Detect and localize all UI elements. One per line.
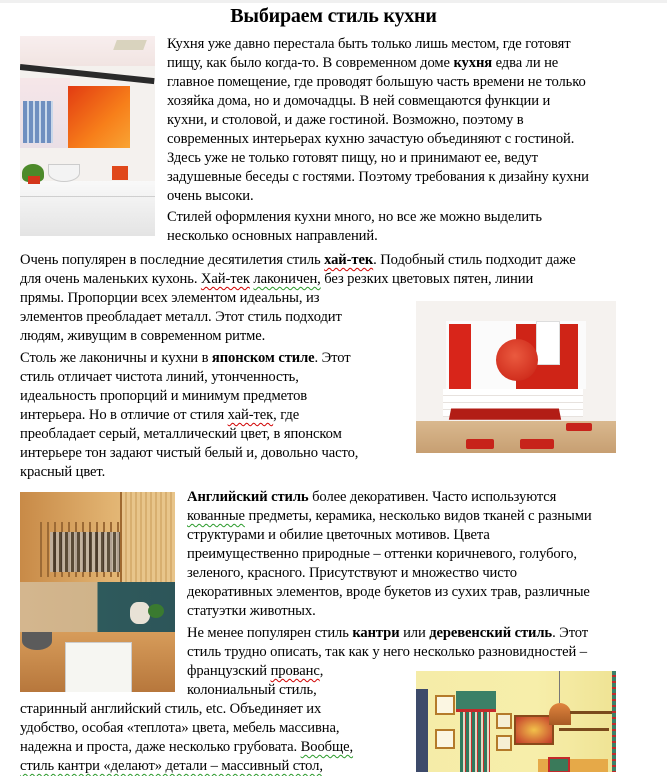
spellcheck-word: прованс [270,663,320,679]
text-line: декоративных элементов, вроде букетов из сухих трав, различные [187,584,590,600]
top-edge-bar [0,0,667,3]
text-line: надежна и проста, даже несколько грубовата. Вообще, [20,739,354,755]
text-line: пищу, как было когда-то. В современном доме кухня едва ли не [167,55,559,71]
text-line: Кухня уже давно перестала быть только лишь местом, где готовят [167,36,571,52]
text-line: задушевные беседы с гостями. Поэтому требования к дизайну кухни [167,169,589,185]
text-line: структурами и обилие цветочных мотивов. Цвета [187,527,490,543]
bold-term-japanese: японском стиле [211,350,315,366]
text-line: Не менее популярен стиль кантри или деревенский стиль. Этот [187,625,589,641]
bold-term-hitech: хай-тек [324,252,374,268]
page-title: Выбираем стиль кухни [230,5,437,27]
bold-term-rustic: деревенский стиль [429,625,553,641]
text-line: несколько основных направлений. [167,228,378,244]
text-line: элементов преобладает металл. Этот стиль подходит [20,309,342,325]
text-line: стиль трудно описать, так как у него несколько разновидностей – [187,644,587,660]
modern-kitchen-photo [20,36,155,236]
grammar-word: Вообще, [300,739,354,755]
text-line: Стилей оформления кухни много, но все же можно выделить [167,209,542,225]
text-line: интерьере тон задают чистый белый и, довольно часто, [20,445,359,461]
text-line: современных интерьерах кухню зачастую объединяют с гостиной. [167,131,575,147]
grammar-word: лаконичен, [253,271,321,287]
japanese-kitchen-photo [416,301,616,453]
text-line: стиль отличает чистота линий, утонченность, [20,369,299,385]
text-line: Очень популярен в последние десятилетия стиль хай-тек. Подобный стиль подходит даже [20,252,576,268]
text-line: хозяйка дома, но и домочадцы. В ней совмещаются функции и [167,93,551,109]
english-kitchen-photo [20,492,175,692]
spellcheck-word: Хай-тек [200,271,250,287]
text-line: кованные предметы, керамика, несколько видов тканей с разными [187,508,592,524]
bold-term: кухня [453,55,493,71]
text-line: главное помещение, где проводят большую часть времени не только [167,74,586,90]
text-line-grammar: стиль кантри «делают» детали – массивный стол, [20,758,323,774]
text-line: очень высоки. [167,188,254,204]
text-line: зеленого, красного. Присутствуют и множество чисто [187,565,517,581]
text-line: статуэтки животных. [187,603,316,619]
text-line: старинный английский стиль, etc. Объединяет их [20,701,322,717]
text-line: интерьера. Но в отличие от стиля хай-тек, где [20,407,300,423]
text-line: французский прованс, [187,663,324,679]
text-line: удобство, особая «теплота» цвета, мебель массивна, [20,720,340,736]
text-line: преобладает серый, металлический цвет, в японском [20,426,342,442]
text-line: Английский стиль более декоративен. Часто используются [187,489,557,505]
text-line: для очень маленьких кухонь. Хай-тек лаконичен, без резких цветовых пятен, линии [20,271,534,287]
bold-term-country: кантри [352,625,400,641]
spellcheck-word: хай-тек [227,407,274,423]
text-line: преимущественно природные – оттенки коричневого, голубого, [187,546,577,562]
text-line: колониальный стиль, [187,682,317,698]
text-line: идеальность пропорций и минимум предметов [20,388,308,404]
text-line: людям, живущим в современном ритме. [20,328,266,344]
text-line: прямы. Пропорции всех элементом идеальны, из [20,290,320,306]
country-kitchen-photo [416,671,616,772]
text-line: кухни, и столовой, и даже гостиной. Возможно, поэтому в [167,112,524,128]
text-line: Столь же лаконичны и кухни в японском стиле. Этот [20,350,351,366]
text-line: красный цвет. [20,464,106,480]
grammar-word: кованные [187,508,245,524]
text-line: Здесь уже не только готовят пищу, но и принимают ее, ведут [167,150,538,166]
bold-term-english: Английский стиль [187,489,309,505]
